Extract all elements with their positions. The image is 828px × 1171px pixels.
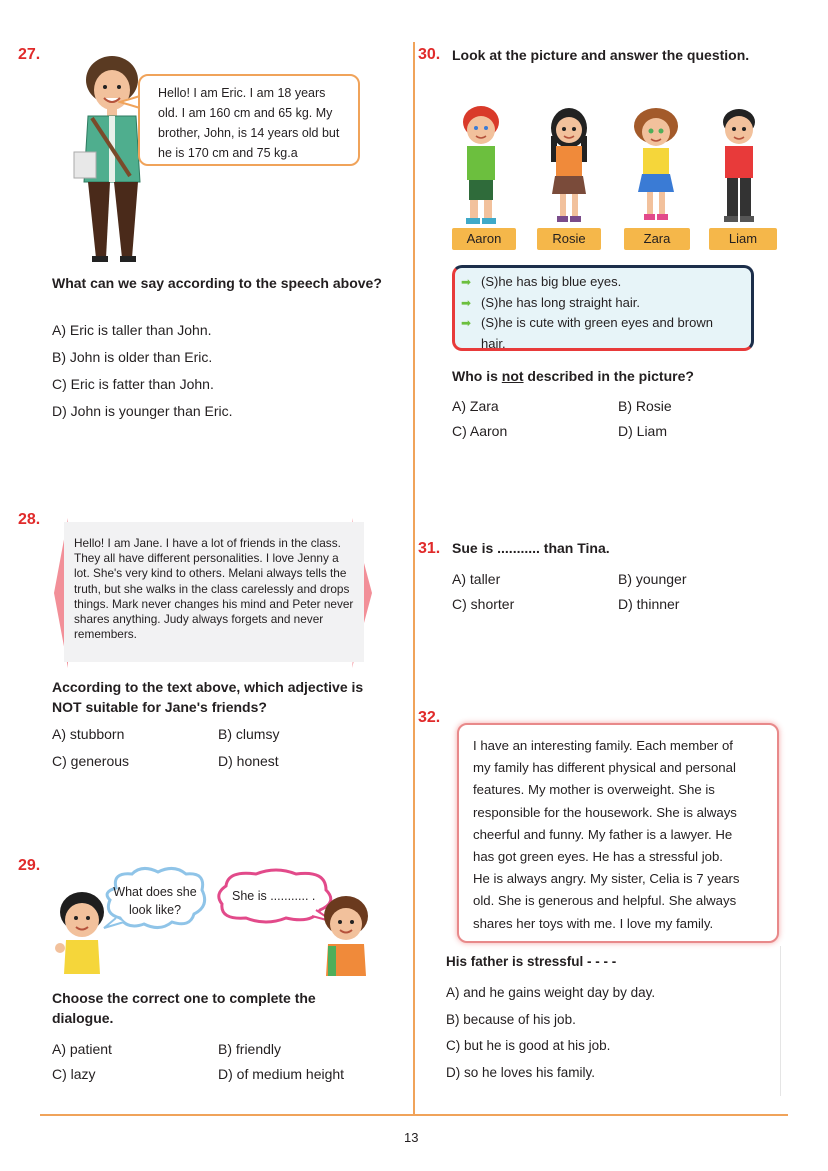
q32-option-c[interactable]: C) but he is good at his job. — [446, 1038, 611, 1053]
family-text-line: responsible for the housework. She is always — [473, 804, 737, 820]
footer-divider — [40, 1114, 788, 1116]
q29-option-a[interactable]: A) patient — [52, 1041, 112, 1057]
description-line-continued — [481, 334, 745, 355]
q32-option-b[interactable]: B) because of his job. — [446, 1012, 576, 1027]
q31-option-d[interactable]: D) thinner — [618, 596, 680, 612]
family-text-line: I have an interesting family. Each member of — [473, 738, 733, 753]
question-30-underlined: not — [501, 368, 524, 384]
description-line — [461, 313, 745, 334]
q28-option-b[interactable]: B) clumsy — [218, 726, 280, 742]
family-text-line: He is always angry. My sister, Celia is 7 years — [473, 871, 740, 887]
boy-right-illustration — [316, 894, 376, 976]
q32-option-a[interactable]: A) and he gains weight day by day. — [446, 985, 656, 1000]
family-text-line: has got green eyes. He has a stressful job. — [473, 849, 723, 865]
question-number-30: 30. — [418, 46, 441, 63]
question-32-text: His father is stressful - - - - — [446, 954, 617, 969]
q27-option-a[interactable]: A) Eric is taller than John. — [52, 322, 212, 338]
page-number: 13 — [404, 1130, 419, 1145]
q27-option-c[interactable]: C) Eric is fatter than John. — [52, 376, 214, 392]
description-text: (S)he is cute with green eyes and brown — [481, 315, 713, 330]
kid-label-zara: Zara — [624, 228, 690, 250]
question-number-31: 31. — [418, 540, 441, 557]
q28-option-c[interactable]: C) generous — [52, 753, 130, 769]
q29-option-c[interactable]: C) lazy — [52, 1066, 96, 1082]
question-27-text: What can we say according to the speech above? — [52, 275, 382, 291]
kid-label-aaron: Aaron — [452, 228, 516, 250]
question-number-28: 28. — [18, 511, 41, 528]
q30-option-d[interactable]: D) Liam — [618, 423, 668, 439]
family-text-line: shares her toys with me. I love my family. — [473, 915, 714, 931]
liam-illustration — [714, 106, 764, 228]
q30-option-a[interactable]: A) Zara — [452, 398, 499, 414]
family-text-line: cheerful and funny. My father is a lawyer. He — [473, 826, 733, 842]
column-divider — [413, 42, 415, 1116]
q27-option-d[interactable]: D) John is younger than Eric. — [52, 403, 233, 419]
question-number-29: 29. — [18, 857, 41, 874]
q31-option-a[interactable]: A) taller — [452, 571, 501, 587]
description-box — [452, 265, 754, 351]
question-30-text — [452, 366, 694, 387]
q27-option-b[interactable]: B) John is older than Eric. — [52, 349, 213, 365]
question-number-32: 32. — [418, 709, 441, 726]
q29-option-d[interactable]: D) of medium height — [218, 1066, 345, 1082]
q30-option-c[interactable]: C) Aaron — [452, 423, 508, 439]
question-28-line1: According to the text above, which adjective is — [52, 679, 364, 695]
description-text: (S)he has big blue eyes. — [481, 274, 622, 289]
q31-option-b[interactable]: B) younger — [618, 571, 687, 587]
question-30-pre: Who is — [452, 368, 502, 384]
side-rule — [780, 946, 781, 1096]
kid-label-rosie: Rosie — [537, 228, 601, 250]
question-30-instruction: Look at the picture and answer the question. — [452, 47, 750, 63]
eric-speech-bubble — [138, 74, 360, 166]
question-28-line2: NOT suitable for Jane's friends? — [52, 699, 267, 715]
arrow-right-icon: ➡ — [461, 275, 472, 289]
kid-label-liam: Liam — [709, 228, 777, 250]
question-29-line2: dialogue. — [52, 1010, 114, 1026]
arrow-right-icon: ➡ — [461, 316, 472, 330]
eric-speech-text: Hello! I am Eric. I am 18 years old. I am 160 cm and 65 kg. My brother, John, is 14 years old but he is 170 cm and 75 kg.a — [158, 86, 340, 160]
q32-option-d[interactable]: D) so he loves his family. — [446, 1065, 596, 1080]
q30-option-b[interactable]: B) Rosie — [618, 398, 672, 414]
family-text-line: my family has different physical and personal — [473, 760, 736, 776]
q29-option-b[interactable]: B) friendly — [218, 1041, 282, 1057]
q31-option-c[interactable]: C) shorter — [452, 596, 515, 612]
family-text-line: features. My mother is overweight. She is — [473, 782, 715, 798]
q28-option-d[interactable]: D) honest — [218, 753, 279, 769]
arrow-right-icon: ➡ — [461, 295, 472, 310]
description-text: hair. — [481, 335, 506, 351]
description-line — [461, 293, 745, 314]
question-30-post: described in the picture? — [523, 368, 694, 384]
family-text-box — [457, 723, 779, 943]
bubble-right-text: She is ........... . — [232, 889, 316, 903]
family-text-line: old. She is generous and helpful. She always — [473, 893, 737, 909]
jane-text: Hello! I am Jane. I have a lot of friends in the class. They all have different personalities. I love Jenny a lot. She's very kind to others. Melani always tells the truth, but she walks in the class carelessly and drops things. Mark never changes his mind and Peter never shares anything. Judy always forgets and never remembers. — [74, 536, 354, 642]
q28-option-a[interactable]: A) stubborn — [52, 726, 125, 742]
question-31-text: Sue is ........... than Tina. — [452, 540, 610, 556]
rosie-illustration — [546, 106, 592, 228]
zara-illustration — [630, 106, 682, 228]
description-text: (S)he has long straight hair. — [481, 294, 640, 310]
description-line — [461, 272, 745, 293]
jane-text-box — [64, 522, 364, 662]
question-number-27: 27. — [18, 46, 41, 63]
eric-illustration — [68, 52, 148, 266]
question-29-line1: Choose the correct one to complete the — [52, 990, 316, 1006]
bubble-left-text: What does she look like? — [113, 885, 197, 917]
aaron-illustration — [456, 104, 506, 228]
